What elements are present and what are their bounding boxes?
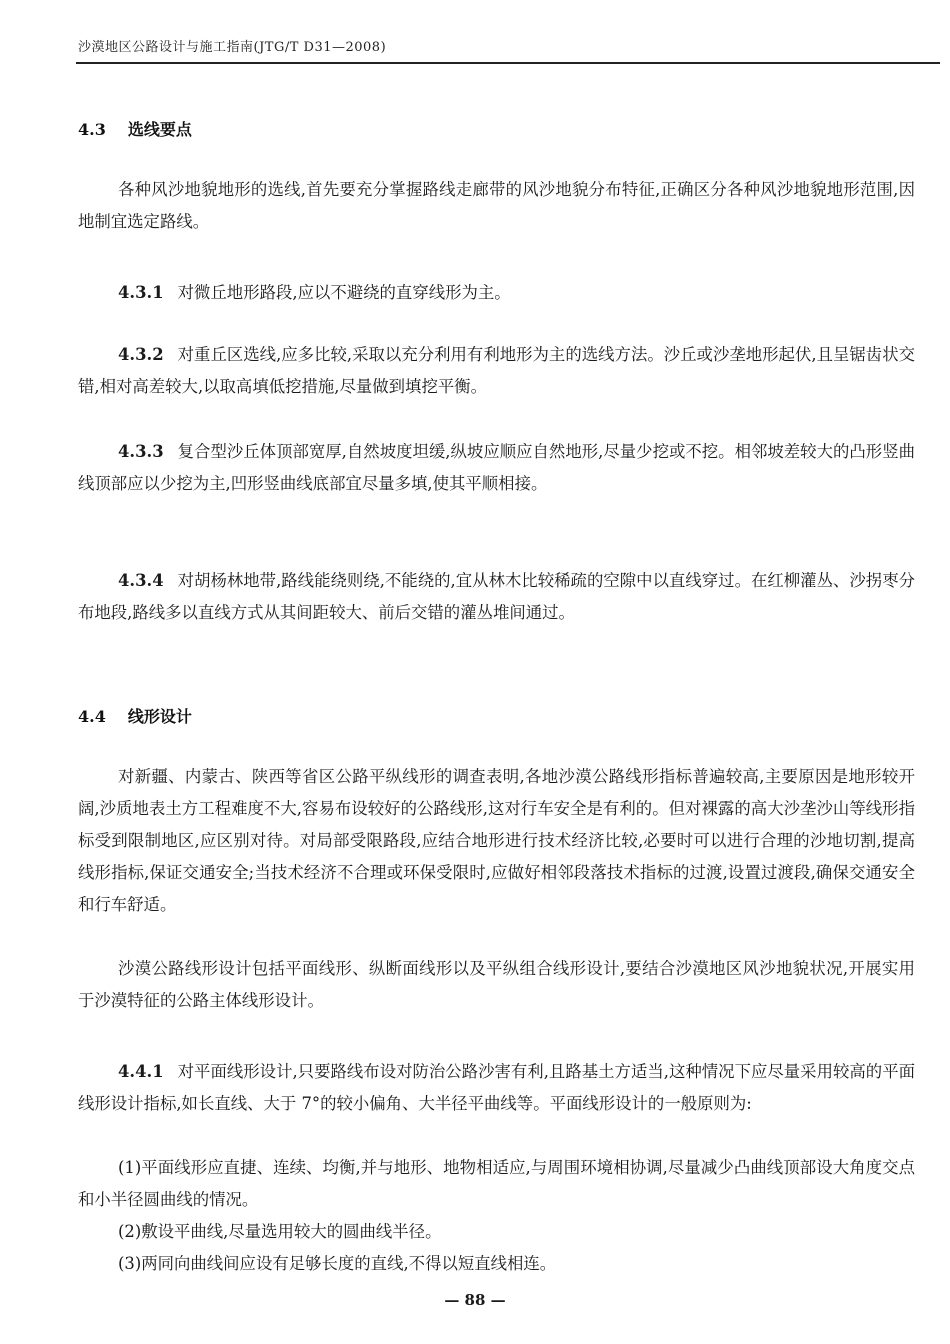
clause-4-3-2	[78, 339, 915, 403]
clause-text: 对胡杨林地带,路线能绕则绕,不能绕的,宜从林木比较稀疏的空隙中以直线穿过。在红柳灌丛、沙拐枣分布地段,路线多以直线方式从其间距较大、前后交错的灌丛堆间通过。	[78, 571, 915, 622]
paragraph-4-4-body-1: 对新疆、内蒙古、陕西等省区公路平纵线形的调查表明,各地沙漠公路线形指标普遍较高,主要原因是地形较开阔,沙质地表土方工程难度不大,容易布设较好的公路线形,这对行车安全是有利的。但对裸露的高大沙垄沙山等线形指标受到限制地区,应区别对待。对局部受限路段,应结合地形进行技术经济比较,必要时可以进行合理的沙地切割,提高线形指标,保证交通安全;当技术经济不合理或环保受限时,应做好相邻段落技术指标的过渡,设置过渡段,确保交通安全和行车舒适。	[78, 767, 915, 914]
list-item-2: (2)敷设平曲线,尽量选用较大的圆曲线半径。	[118, 1222, 442, 1241]
paragraph-4-4-body-2: 沙漠公路线形设计包括平面线形、纵断面线形以及平纵组合线形设计,要结合沙漠地区风沙地貌状况,开展实用于沙漠特征的公路主体线形设计。	[78, 959, 915, 1010]
section-heading-4-3	[78, 117, 192, 140]
clause-number: 4.3.3	[118, 442, 164, 461]
running-header: 沙漠地区公路设计与施工指南(JTG/T D31—2008)	[78, 40, 387, 55]
clause-number: 4.3.2	[118, 345, 164, 364]
clause-text: 对平面线形设计,只要路线布设对防治公路沙害有利,且路基土方适当,这种情况下应尽量采用较高的平面线形设计指标,如长直线、大于 7°的较小偏角、大半径平曲线等。平面线形设计的一般原则为:	[78, 1062, 915, 1113]
clause-text: 对微丘地形路段,应以不避绕的直穿线形为主。	[177, 283, 511, 302]
clause-4-3-3	[78, 436, 915, 500]
clause-4-4-1	[78, 1056, 915, 1120]
clause-text: 对重丘区选线,应多比较,采取以充分利用有利地形为主的选线方法。沙丘或沙垄地形起伏,且呈锯齿状交错,相对高差较大,以取高填低挖措施,尽量做到填挖平衡。	[78, 345, 915, 396]
clause-number: 4.3.4	[118, 571, 164, 590]
page-number: — 88 —	[444, 1291, 506, 1309]
section-title: 选线要点	[127, 120, 192, 139]
list-item-1: (1)平面线形应直捷、连续、均衡,并与地形、地物相适应,与周围环境相协调,尽量减少凸曲线顶部设大角度交点和小半径圆曲线的情况。	[78, 1158, 915, 1209]
paragraph-4-3-intro: 各种风沙地貌地形的选线,首先要充分掌握路线走廊带的风沙地貌分布特征,正确区分各种风沙地貌地形范围,因地制宜选定路线。	[78, 180, 915, 231]
clause-4-3-1	[78, 277, 915, 309]
clause-text: 复合型沙丘体顶部宽厚,自然坡度坦缓,纵坡应顺应自然地形,尽量少挖或不挖。相邻坡差较大的凸形竖曲线顶部应以少挖为主,凹形竖曲线底部宜尽量多填,使其平顺相接。	[78, 442, 915, 493]
list-item-3: (3)两同向曲线间应设有足够长度的直线,不得以短直线相连。	[118, 1254, 557, 1273]
section-number: 4.3	[78, 120, 106, 139]
clause-number: 4.4.1	[118, 1062, 164, 1081]
section-title: 线形设计	[127, 707, 192, 726]
section-number: 4.4	[78, 707, 106, 726]
section-heading-4-4	[78, 704, 192, 727]
clause-number: 4.3.1	[118, 283, 164, 302]
clause-4-3-4	[78, 565, 915, 629]
header-rule	[76, 62, 940, 64]
